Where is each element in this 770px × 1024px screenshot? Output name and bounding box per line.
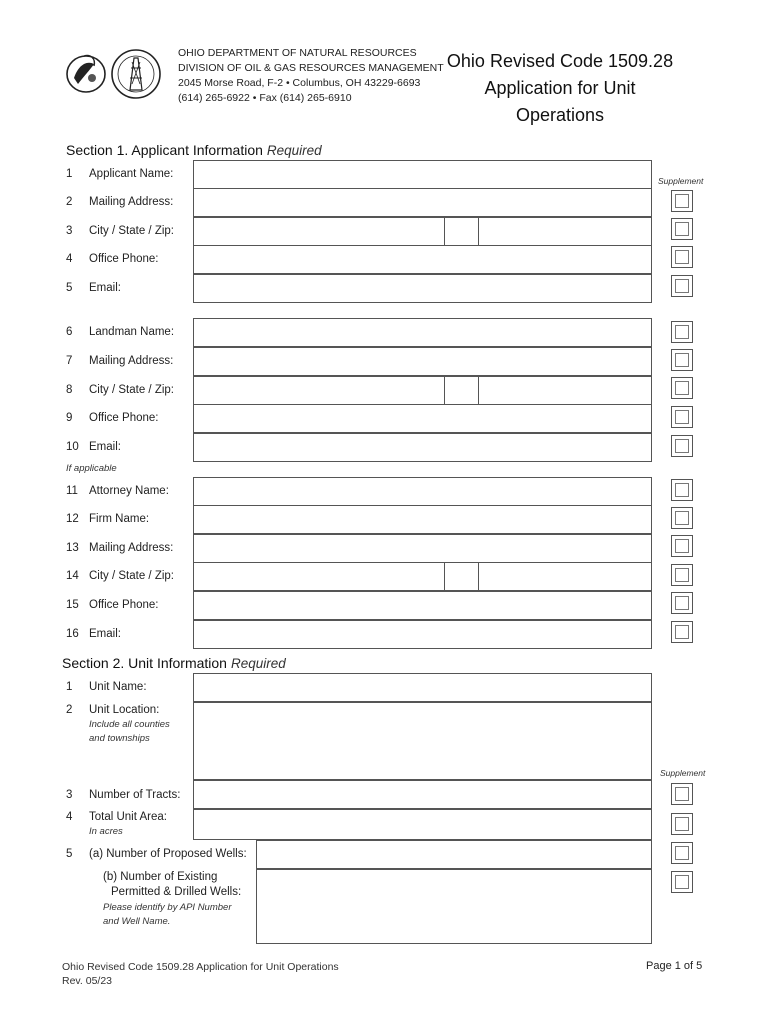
section1-required: Required xyxy=(266,143,322,158)
landman-field[interactable] xyxy=(193,318,652,347)
applicant-row-label: Applicant Name: xyxy=(89,168,174,180)
odnr-logo-icon xyxy=(64,44,164,104)
applicant-field[interactable] xyxy=(193,160,652,189)
row-number: 1 xyxy=(66,168,73,180)
attorney-field[interactable] xyxy=(193,477,652,506)
applicant-field[interactable] xyxy=(193,274,652,303)
section1-supplement-label: Supplement xyxy=(658,176,704,186)
unit-name-input[interactable] xyxy=(194,674,651,701)
section2-title xyxy=(62,655,286,671)
title-line: Ohio Revised Code 1509.28 xyxy=(446,51,674,71)
landman-row-label: Landman Name: xyxy=(89,326,175,338)
supplement-checkbox[interactable] xyxy=(671,507,693,529)
row-number: 5 xyxy=(66,282,73,294)
supplement-checkbox[interactable] xyxy=(671,406,693,428)
supplement-checkbox[interactable] xyxy=(671,479,693,501)
applicant-input[interactable] xyxy=(194,161,651,188)
note-line: Please identify by API Number xyxy=(103,902,232,913)
supplement-checkbox[interactable] xyxy=(671,435,693,457)
applicant-row-label: Mailing Address: xyxy=(89,196,174,208)
row-number: 15 xyxy=(66,599,79,611)
section2-title-text: Section 2. Unit Information xyxy=(62,655,227,671)
area-note: In acres xyxy=(89,826,123,837)
agency-block xyxy=(178,46,444,106)
supplement-checkbox[interactable] xyxy=(671,349,693,371)
attorney-input[interactable] xyxy=(194,478,651,505)
existing-wells-note xyxy=(103,901,232,929)
existing-wells-field[interactable] xyxy=(256,869,652,944)
supplement-checkbox[interactable] xyxy=(671,564,693,586)
row-number: 2 xyxy=(66,704,73,716)
field-divider xyxy=(478,218,479,245)
supplement-checkbox[interactable] xyxy=(671,871,693,893)
agency-line: OHIO DEPARTMENT OF NATURAL RESOURCES xyxy=(178,47,417,59)
row-number: 4 xyxy=(66,811,73,823)
note-line: Include all counties xyxy=(89,719,170,730)
supplement-checkbox[interactable] xyxy=(671,842,693,864)
existing-wells-textarea[interactable] xyxy=(257,870,651,943)
row-number: 3 xyxy=(66,789,73,801)
agency-line: (614) 265-6922 • Fax (614) 265-6910 xyxy=(178,92,352,104)
field-divider xyxy=(478,377,479,404)
row-number: 4 xyxy=(66,253,73,265)
proposed-wells-input[interactable] xyxy=(257,841,651,868)
field-divider xyxy=(444,218,445,245)
landman-input[interactable] xyxy=(194,434,651,461)
row-number: 2 xyxy=(66,196,73,208)
unit-name-label: Unit Name: xyxy=(89,681,147,693)
label-line: (b) Number of Existing xyxy=(103,871,218,883)
row-number: 7 xyxy=(66,355,73,367)
supplement-checkbox[interactable] xyxy=(671,377,693,399)
area-input[interactable] xyxy=(194,810,651,839)
applicant-input[interactable] xyxy=(194,189,651,216)
footer-line: Rev. 05/23 xyxy=(62,975,113,987)
landman-field[interactable] xyxy=(193,347,652,376)
field-divider xyxy=(478,563,479,590)
unit-location-note xyxy=(89,718,170,746)
area-label: Total Unit Area: xyxy=(89,811,167,823)
row-number: 12 xyxy=(66,513,79,525)
applicant-row-label: Email: xyxy=(89,282,121,294)
attorney-row-label: Email: xyxy=(89,628,121,640)
row-number: 14 xyxy=(66,570,79,582)
landman-field[interactable] xyxy=(193,433,652,462)
existing-wells-label xyxy=(103,870,241,900)
tracts-label: Number of Tracts: xyxy=(89,789,181,801)
tracts-input[interactable] xyxy=(194,781,651,808)
section1-title xyxy=(66,142,322,158)
area-field[interactable] xyxy=(193,809,652,840)
attorney-field[interactable] xyxy=(193,562,652,591)
proposed-wells-field[interactable] xyxy=(256,840,652,869)
row-number: 8 xyxy=(66,384,73,396)
supplement-checkbox[interactable] xyxy=(671,190,693,212)
proposed-wells-label: (a) Number of Proposed Wells: xyxy=(89,848,247,860)
landman-row-label: Office Phone: xyxy=(89,412,159,424)
landman-field[interactable] xyxy=(193,376,652,405)
attorney-field[interactable] xyxy=(193,505,652,534)
attorney-input[interactable] xyxy=(194,621,651,648)
attorney-row-label: Mailing Address: xyxy=(89,542,174,554)
supplement-checkbox[interactable] xyxy=(671,321,693,343)
supplement-checkbox[interactable] xyxy=(671,592,693,614)
supplement-checkbox[interactable] xyxy=(671,621,693,643)
supplement-checkbox[interactable] xyxy=(671,275,693,297)
landman-row-label: Mailing Address: xyxy=(89,355,174,367)
title-line: Application for Unit xyxy=(484,78,636,98)
row-number: 16 xyxy=(66,628,79,640)
if-applicable-note: If applicable xyxy=(66,463,117,474)
attorney-input[interactable] xyxy=(194,535,651,562)
applicant-row-label: City / State / Zip: xyxy=(89,225,174,237)
supplement-checkbox[interactable] xyxy=(671,535,693,557)
attorney-field[interactable] xyxy=(193,591,652,620)
row-number: 5 xyxy=(66,848,73,860)
note-line: and townships xyxy=(89,733,150,744)
landman-row-label: City / State / Zip: xyxy=(89,384,174,396)
form-title xyxy=(430,48,690,129)
applicant-row-label: Office Phone: xyxy=(89,253,159,265)
row-number: 3 xyxy=(66,225,73,237)
landman-row-label: Email: xyxy=(89,441,121,453)
agency-line: 2045 Morse Road, F-2 • Columbus, OH 43229-6693 xyxy=(178,77,421,89)
attorney-input[interactable] xyxy=(194,592,651,619)
oil-gas-division-seal-icon xyxy=(112,50,160,98)
applicant-input[interactable] xyxy=(194,246,651,273)
attorney-field[interactable] xyxy=(193,534,652,563)
landman-input[interactable] xyxy=(194,348,651,375)
attorney-row-label: City / State / Zip: xyxy=(89,570,174,582)
attorney-field[interactable] xyxy=(193,620,652,649)
section2-supplement-label: Supplement xyxy=(660,768,706,778)
field-divider xyxy=(444,377,445,404)
footer xyxy=(62,960,339,988)
applicant-input[interactable] xyxy=(194,275,651,302)
row-number: 1 xyxy=(66,681,73,693)
unit-name-field[interactable] xyxy=(193,673,652,702)
row-number: 6 xyxy=(66,326,73,338)
applicant-field[interactable] xyxy=(193,217,652,246)
label-line: Permitted & Drilled Wells: xyxy=(111,886,242,898)
attorney-row-label: Office Phone: xyxy=(89,599,159,611)
field-divider xyxy=(444,563,445,590)
landman-input[interactable] xyxy=(194,319,651,346)
unit-location-textarea[interactable] xyxy=(194,703,651,779)
applicant-field[interactable] xyxy=(193,245,652,274)
page-number: Page 1 of 5 xyxy=(646,960,703,972)
footer-line: Ohio Revised Code 1509.28 Application for Unit Operations xyxy=(62,961,339,973)
supplement-checkbox[interactable] xyxy=(671,246,693,268)
applicant-field[interactable] xyxy=(193,188,652,217)
supplement-checkbox[interactable] xyxy=(671,813,693,835)
landman-input[interactable] xyxy=(194,405,651,432)
unit-location-label: Unit Location: xyxy=(89,704,160,716)
section1-title-text: Section 1. Applicant Information xyxy=(66,142,263,158)
unit-location-field[interactable] xyxy=(193,702,652,780)
row-number: 11 xyxy=(66,485,78,497)
tracts-field[interactable] xyxy=(193,780,652,809)
note-line: and Well Name. xyxy=(103,916,171,927)
title-line: Operations xyxy=(515,105,605,125)
attorney-row-label: Firm Name: xyxy=(89,513,150,525)
section2-required: Required xyxy=(230,656,286,671)
agency-line: DIVISION OF OIL & GAS RESOURCES MANAGEMENT xyxy=(178,62,444,74)
supplement-checkbox[interactable] xyxy=(671,218,693,240)
attorney-row-label: Attorney Name: xyxy=(89,485,169,497)
landman-field[interactable] xyxy=(193,404,652,433)
row-number: 13 xyxy=(66,542,79,554)
row-number: 10 xyxy=(66,441,79,453)
header-logos xyxy=(64,44,164,104)
row-number: 9 xyxy=(66,412,73,424)
attorney-input[interactable] xyxy=(194,506,651,533)
supplement-checkbox[interactable] xyxy=(671,783,693,805)
